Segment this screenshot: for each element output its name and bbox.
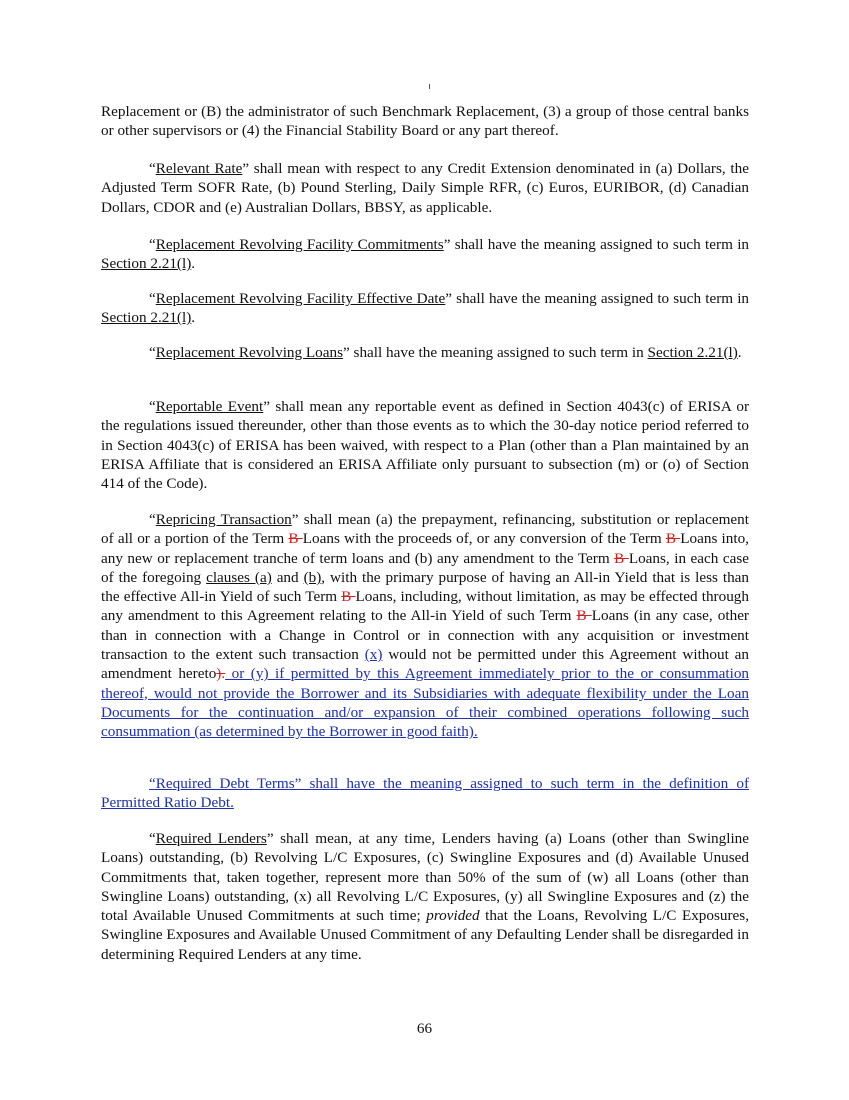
defined-term: Replacement Revolving Facility Effective Date [155, 290, 446, 307]
definition-replacement-revolving-loans: “Replacement Revolving Loans” shall have the meaning assigned to such term in Section 2.21(l). [149, 344, 742, 361]
paragraph-benchmark-continuation: Replacement or (B) the administrator of such Benchmark Replacement, (3) a group of those central banks or other supervisors or (4) the Financial Stability Board or any part thereof. [101, 103, 749, 140]
insertion-mark: (x) [364, 646, 383, 664]
deletion-mark: ). [216, 665, 226, 683]
definition-relevant-rate: “Relevant Rate” shall mean with respect to any Credit Extension denominated in (a) Dollars, the Adjusted Term SOFR Rate, (b) Pound Sterling, Daily Simple RFR, (c) Euros, EURIBOR, (d) Canadian Dollars, CDOR and (e) Australian Dollars, BBSY, as applicable. [101, 160, 749, 216]
defined-term: Required Lenders [155, 830, 267, 847]
deletion-mark: B [614, 549, 629, 567]
section-reference: Section 2.21(l) [101, 309, 192, 327]
defined-term: Replacement Revolving Facility Commitments [155, 236, 444, 253]
inserted-clause: or (y) if permitted by this Agreement immediately prior to the or consummation thereof, would not provide the Borrower and its Subsidiaries with adequate flexibility under the Loan Documents for the continuation and/or expansion of their combined operations following such consummation (as determined by the Borrower in good faith). [101, 665, 750, 741]
defined-term: Reportable Event [155, 398, 264, 415]
definition-repricing-transaction: “Repricing Transaction” shall mean (a) the prepayment, refinancing, substitution or replacement of all or a portion of the Term B Loans with the proceeds of, or any conversion of the Term B Loans into, any new or replacement tranche of term loans and (b) any amendment to the Term B Loans, in each case of the foregoing clauses (a) and (b), with the primary purpose of having an All-in Yield that is less than the effective All-in Yield of such Term B Loans, including, without limitation, as may be effected through any amendment to this Agreement relating to the All-in Yield of such Term B Loans (in any case, other than in connection with a Change in Control or in connection with any acquisition or investment transaction to the extent such transaction (x) would not be permitted under this Agreement without an amendment hereto). or (y) if permitted by this Agreement immediately prior to the or consummation thereof, would not provide the Borrower and its Subsidiaries with adequate flexibility under the Loan Documents for the continuation and/or expansion of their combined operations following such consummation (as determined by the Borrower in good faith). [101, 511, 750, 741]
definition-required-debt-terms [101, 774, 749, 813]
clause-reference: clauses (a) [206, 568, 272, 586]
definition-replacement-revolving-facility-effective-date: “Replacement Revolving Facility Effective Date” shall have the meaning assigned to such term in Section 2.21(l). [101, 290, 750, 327]
page-number: 66 [416, 1020, 433, 1037]
deletion-mark: B [288, 530, 303, 548]
definition-reportable-event: “Reportable Event” shall mean any reportable event as defined in Section 4043(c) of ERISA or the regulations issued thereunder, other than those events as to which the 30-day notice period referred to in Section 4043(c) of ERISA has been waived, with respect to a Plan (other than a Plan maintained by an ERISA Affiliate that is considered an ERISA Affiliate only pursuant to subsection (m) or (o) of Section 414 of the Code). [101, 398, 750, 493]
definition-replacement-revolving-facility-commitments: “Replacement Revolving Facility Commitments” shall have the meaning assigned to such term in Section 2.21(l). [101, 236, 750, 273]
page-mark [429, 84, 430, 89]
deletion-mark: B [665, 530, 681, 548]
defined-term: Relevant Rate [155, 160, 243, 177]
deletion-mark: B [576, 607, 592, 625]
section-reference: Section 2.21(l) [647, 344, 738, 361]
section-reference: Section 2.21(l) [101, 255, 192, 273]
inserted-definition: “Required Debt Terms” shall have the meaning assigned to such term in the definition of Permitted Ratio Debt. [101, 775, 749, 812]
definition-required-lenders: “Required Lenders” shall mean, at any time, Lenders having (a) Loans (other than Swingline Loans) outstanding, (b) Revolving L/C Exposures, (c) Swingline Exposures and (d) Available Unused Commitments that, taken together, represent more than 50% of the sum of (w) all Loans (other than Swingline Loans) outstanding, (x) all Revolving L/C Exposures, (y) all Swingline Exposures and (z) the total Available Unused Commitments at such time; provided that the Loans, Revolving L/C Exposures, Swingline Exposures and Available Unused Commitment of any Defaulting Lender shall be disregarded in determining Required Lenders at any time. [101, 830, 750, 963]
defined-term: Repricing Transaction [155, 511, 292, 528]
deletion-mark: B [341, 588, 356, 606]
emphasis: provided [426, 907, 480, 925]
clause-reference: (b) [303, 568, 322, 586]
defined-term: Replacement Revolving Loans [155, 344, 344, 361]
